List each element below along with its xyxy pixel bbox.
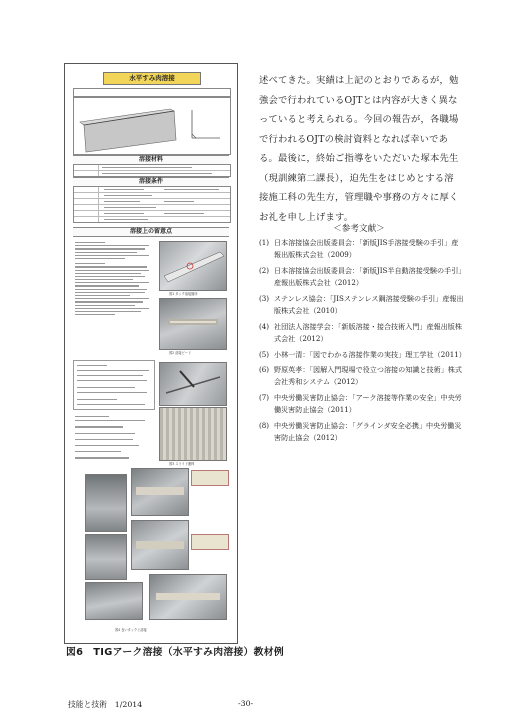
reference-item (259, 293, 464, 317)
reference-number: (1) (259, 238, 270, 247)
reference-number: (3) (259, 294, 270, 303)
reference-text: 社団法人溶接学会：「新版溶接・接合技術入門」産報出版株式会社（2012） (274, 322, 462, 344)
photo-caption-4: 図4 良いタックと溶接 (115, 628, 147, 632)
photo-caption-1: 図1 タック溶接箇所 (169, 292, 198, 296)
figure-caption: 図6 TIGアーク溶接（水平すみ肉溶接）教材例 (66, 647, 284, 658)
sample-weld-photo-a (131, 468, 189, 516)
section-notes: 溶接上の留意点 (73, 227, 229, 237)
reference-number: (2) (259, 266, 270, 275)
drawing-area (73, 97, 231, 155)
sub-box-conditions (73, 360, 155, 410)
table-row (74, 217, 230, 222)
completed-bead-photo (149, 574, 227, 620)
reference-number: (5) (259, 350, 270, 359)
table-row (74, 171, 230, 176)
checklist-text (75, 414, 155, 464)
note-label-b (191, 534, 229, 550)
header-row (73, 88, 231, 97)
reference-item (259, 364, 464, 388)
reference-text: ステンレス協会：「JISステンレス鋼溶接受験の手引」産報出版株式会社（2010） (274, 294, 464, 316)
reference-text: 小林一清：「図でわかる溶接作業の実技」理工学社（2011） (274, 350, 466, 359)
reference-text: 中央労働災害防止協会：「グラインダ安全必携」中央労働災害防止協会（2012） (274, 421, 462, 443)
reference-number: (4) (259, 322, 270, 331)
worksheet-title: 水平すみ肉溶接 (103, 72, 201, 85)
reference-text: 野原英孝：「図解入門現場で役立つ溶接の知識と技術」株式会社秀和システム（2012） (274, 365, 462, 387)
tack-spacing-photo (85, 534, 127, 580)
reference-item (259, 237, 464, 261)
tack-weld-photo (159, 241, 227, 291)
angle-joint-drawing (74, 98, 230, 154)
section-materials: 溶接材料 (73, 155, 229, 165)
page-number: -30- (238, 699, 254, 708)
reference-text: 中央労働災害防止協会：「アーク溶接等作業の安全」中央労働災害防止協会（2011） (274, 393, 462, 415)
reference-item (259, 349, 464, 361)
note-label-a (191, 470, 229, 486)
bead-surface-photo (159, 407, 227, 461)
footer-journal: 技能と技術 1/2014 (68, 700, 143, 709)
reference-number: (7) (259, 393, 270, 402)
conditions-table (73, 186, 231, 223)
reference-text: 日本溶接協会出版委員会：「新版JIS半自動溶接受験の手引」産報出版株式会社（2012） (274, 266, 462, 288)
materials-table (73, 164, 231, 177)
section-conditions: 溶接条件 (73, 177, 229, 187)
weld-bead-photo (159, 298, 227, 350)
reference-item (259, 392, 464, 416)
sample-weld-photo-b (131, 520, 189, 570)
good-tack-photo (85, 474, 127, 532)
nozzle-angle-photo (85, 582, 143, 620)
photo-caption-3: 図3 スライド運棒 (169, 462, 195, 466)
slide-technique-photo (159, 362, 227, 406)
body-paragraph: 述べてきた。実績は上記のとおりであるが，勉強会で行われているOJTとは内容が大きく異なっていると考えられる。今回の報告が，各職場で行われるOJTの検討資料となれば幸いである。最後に，終始ご指導をいただいた塚本先生（現訓練第二課長），迫先生をはじめとする溶接施工科の先生方，管理職や事務の方々に厚くお礼を申し上げます。 (259, 75, 459, 223)
reference-number: (6) (259, 365, 270, 374)
reference-item (259, 420, 464, 444)
notes-text-block (75, 240, 153, 317)
reference-item (259, 321, 464, 345)
reference-number: (8) (259, 421, 270, 430)
reference-text: 日本溶接協会出版委員会：「新版JIS手溶接受験の手引」産報出版株式会社（2009） (274, 238, 459, 260)
worksheet-figure (64, 63, 238, 644)
photo-caption-2: 図2 溶接ビード (169, 351, 192, 355)
reference-item (259, 265, 464, 289)
references-heading: ＜参考文献＞ (333, 224, 385, 234)
